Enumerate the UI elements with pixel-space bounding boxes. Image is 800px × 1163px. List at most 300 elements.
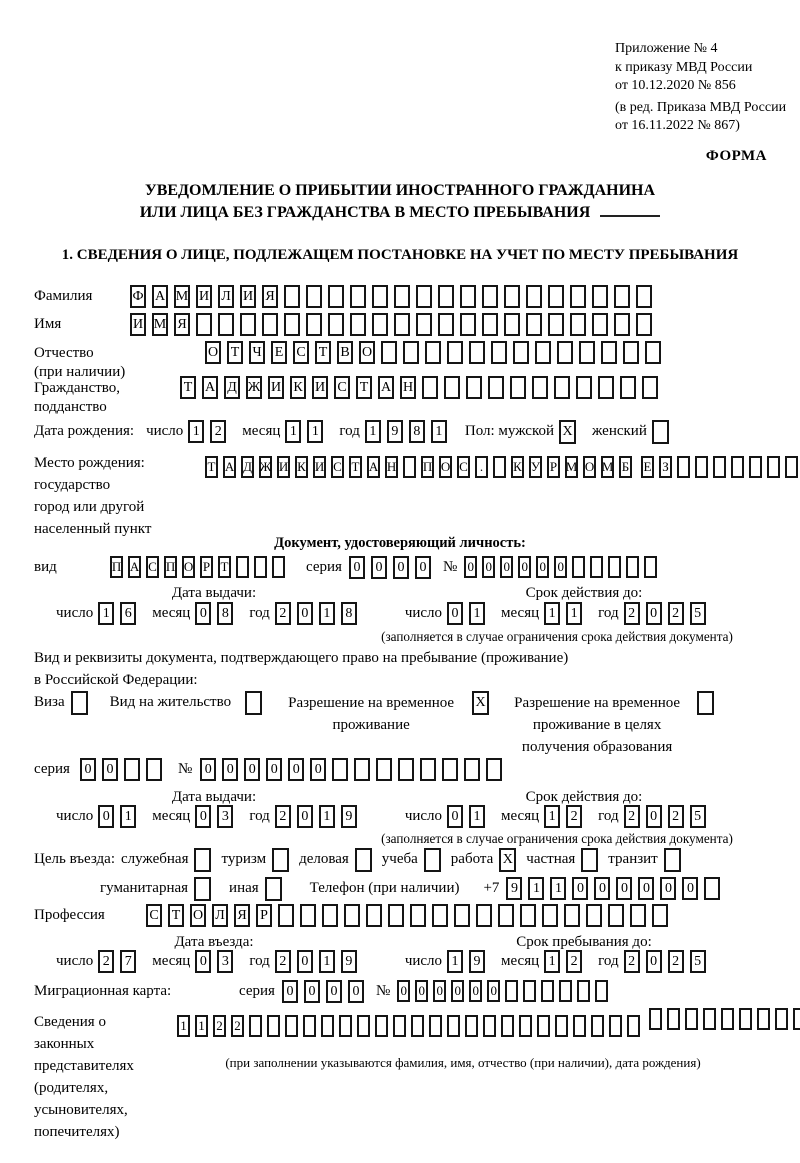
doc-kind-label: вид: [34, 559, 57, 575]
char-cell: 1: [469, 602, 485, 625]
form-title-line2-text: ИЛИ ЛИЦА БЕЗ ГРАЖДАНСТВА В МЕСТО ПРЕБЫВАНИЯ: [139, 204, 591, 221]
char-cell: [366, 904, 382, 927]
char-cell: 0: [393, 556, 409, 579]
char-cell: [332, 758, 348, 781]
purpose-row1: [34, 848, 681, 872]
iddoc-valid-month-cells: [544, 602, 588, 625]
char-cell: [425, 341, 441, 364]
migration-number-cells: [397, 980, 613, 1002]
temp-permit-label-line2: проживание: [332, 717, 410, 733]
resdoc-number-cells: [200, 758, 508, 781]
char-cell: [504, 285, 520, 308]
char-cell: [704, 877, 720, 900]
char-cell: [713, 456, 726, 478]
birthplace-cells: [205, 449, 800, 483]
iddoc-date-headers: [34, 585, 774, 602]
char-cell: Ф: [130, 285, 146, 308]
char-cell: [394, 313, 410, 336]
purpose-tourism-checkbox: [272, 848, 289, 872]
char-cell: 1: [544, 805, 560, 828]
day-label: число: [404, 605, 443, 621]
char-cell: [590, 556, 603, 578]
char-cell: 0: [554, 556, 567, 578]
char-cell: [519, 1015, 532, 1037]
char-cell: 2: [624, 950, 640, 973]
char-cell: Н: [400, 376, 416, 399]
char-cell: [775, 1008, 788, 1030]
char-cell: [614, 285, 630, 308]
char-cell: [375, 1015, 388, 1037]
forma-label: ФОРМА: [705, 148, 767, 164]
char-cell: [321, 1015, 334, 1037]
birthplace-row1-cells: [205, 456, 637, 478]
patronymic-label-line2: (при наличии): [34, 364, 126, 380]
char-cell: [579, 341, 595, 364]
char-cell: С: [334, 376, 350, 399]
char-cell: Р: [256, 904, 272, 927]
char-cell: 0: [266, 758, 282, 781]
resdoc-valid-year-cells: [624, 805, 712, 828]
char-cell: [592, 313, 608, 336]
sex-male-label: Пол: мужской: [464, 423, 555, 439]
char-cell: 1: [365, 420, 381, 443]
purpose-humanitarian-checkbox: [194, 877, 211, 901]
char-cell: 0: [415, 556, 431, 579]
entry-date-headers: [34, 934, 774, 951]
char-cell: [504, 313, 520, 336]
char-cell: 8: [217, 602, 233, 625]
char-cell: П: [110, 556, 123, 578]
char-cell: 9: [387, 420, 403, 443]
char-cell: 0: [487, 980, 500, 1002]
char-cell: 0: [646, 950, 662, 973]
char-cell: [438, 285, 454, 308]
resdoc-dates-row: [56, 805, 712, 828]
representatives-label-line2: законных: [34, 1036, 95, 1052]
char-cell: [537, 1015, 550, 1037]
char-cell: П: [421, 456, 434, 478]
char-cell: А: [223, 456, 236, 478]
char-cell: [513, 341, 529, 364]
char-cell: [482, 285, 498, 308]
char-cell: [344, 904, 360, 927]
char-cell: [306, 285, 322, 308]
char-cell: [535, 341, 551, 364]
char-cell: [284, 285, 300, 308]
char-cell: 1: [550, 877, 566, 900]
char-cell: [146, 758, 162, 781]
char-cell: [498, 904, 514, 927]
iddoc-dates-row: [56, 602, 712, 625]
patronymic-cells: [205, 341, 667, 364]
char-cell: 9: [341, 805, 357, 828]
char-cell: 0: [646, 602, 662, 625]
char-cell: [626, 556, 639, 578]
citizenship-cells: [180, 376, 664, 399]
stay-until-header: Срок пребывания до:: [516, 934, 652, 950]
firstname-cells: [130, 313, 658, 336]
char-cell: [548, 285, 564, 308]
annex-line-1: Приложение № 4: [615, 41, 718, 56]
representatives-row1-cells: [177, 1015, 645, 1037]
char-cell: К: [511, 456, 524, 478]
resdoc-series-cells: [80, 758, 168, 781]
char-cell: [620, 376, 636, 399]
char-cell: [460, 285, 476, 308]
char-cell: Я: [262, 285, 278, 308]
char-cell: [432, 904, 448, 927]
char-cell: А: [202, 376, 218, 399]
char-cell: К: [290, 376, 306, 399]
char-cell: С: [146, 556, 159, 578]
char-cell: [267, 1015, 280, 1037]
char-cell: [749, 456, 762, 478]
char-cell: [642, 376, 658, 399]
char-cell: [372, 313, 388, 336]
char-cell: 2: [275, 602, 291, 625]
char-cell: 6: [120, 602, 136, 625]
section1-heading: 1. СВЕДЕНИЯ О ЛИЦЕ, ПОДЛЕЖАЩЕМ ПОСТАНОВКЕ НА УЧЕТ ПО МЕСТУ ПРЕБЫВАНИЯ: [61, 247, 739, 263]
char-cell: [739, 1008, 752, 1030]
year-label: год: [249, 953, 270, 969]
annex-line-3: от 10.12.2020 № 856: [615, 78, 736, 93]
iddoc-issue-day-cells: [98, 602, 142, 625]
char-cell: 2: [210, 420, 226, 443]
char-cell: [573, 1015, 586, 1037]
char-cell: [429, 1015, 442, 1037]
purpose-private-checkbox: [581, 848, 598, 872]
char-cell: [501, 1015, 514, 1037]
char-cell: О: [205, 341, 221, 364]
day-label: число: [56, 808, 94, 824]
char-cell: [532, 376, 548, 399]
char-cell: Я: [174, 313, 190, 336]
char-cell: 0: [244, 758, 260, 781]
char-cell: О: [190, 904, 206, 927]
char-cell: 1: [447, 950, 463, 973]
patronymic-label-line1: Отчество: [34, 345, 94, 361]
char-cell: 2: [566, 805, 582, 828]
char-cell: [454, 904, 470, 927]
char-cell: 0: [310, 758, 326, 781]
char-cell: Т: [218, 556, 231, 578]
char-cell: [300, 904, 316, 927]
entry-year-cells: [275, 950, 363, 973]
form-title: [0, 180, 800, 224]
char-cell: В: [337, 341, 353, 364]
char-cell: [667, 1008, 680, 1030]
char-cell: 2: [668, 950, 684, 973]
char-cell: [393, 1015, 406, 1037]
char-cell: 2: [668, 805, 684, 828]
char-cell: С: [293, 341, 309, 364]
char-cell: 1: [528, 877, 544, 900]
purpose-private-label: частная: [526, 851, 576, 867]
representatives-cells: [177, 1008, 800, 1071]
char-cell: 1: [566, 602, 582, 625]
blank-underline: [600, 215, 660, 217]
phone-prefix: +7: [483, 880, 500, 896]
char-cell: И: [312, 376, 328, 399]
char-cell: Т: [315, 341, 331, 364]
char-cell: [601, 341, 617, 364]
char-cell: 1: [195, 1015, 208, 1037]
char-cell: [505, 980, 518, 1002]
char-cell: [488, 376, 504, 399]
char-cell: 8: [341, 602, 357, 625]
citizenship-label-line1: Гражданство,: [34, 380, 121, 396]
char-cell: 0: [326, 980, 342, 1003]
char-cell: [381, 341, 397, 364]
char-cell: [627, 1015, 640, 1037]
representatives-label-line6: попечителях): [34, 1124, 120, 1140]
char-cell: [644, 556, 657, 578]
edu-permit-label-line3: получения образования: [521, 739, 673, 755]
day-label: число: [56, 953, 94, 969]
char-cell: [442, 758, 458, 781]
char-cell: [254, 556, 267, 578]
birthplace-label: [34, 449, 205, 540]
resdoc-series-row: [34, 758, 508, 781]
char-cell: 0: [288, 758, 304, 781]
char-cell: [586, 904, 602, 927]
char-cell: 1: [544, 950, 560, 973]
char-cell: [577, 980, 590, 1002]
char-cell: О: [359, 341, 375, 364]
birth-month-cells: [285, 420, 329, 443]
series-label: серия: [306, 559, 342, 575]
char-cell: 1: [285, 420, 301, 443]
char-cell: О: [439, 456, 452, 478]
migration-series-cells: [282, 980, 370, 1003]
purpose-study-label: учеба: [381, 851, 418, 867]
resdoc-issue-year-cells: [275, 805, 363, 828]
doc-number-cells: [464, 556, 662, 578]
char-cell: 0: [447, 602, 463, 625]
char-cell: [548, 313, 564, 336]
resdoc-issue-day-cells: [98, 805, 142, 828]
char-cell: [482, 313, 498, 336]
char-cell: М: [601, 456, 614, 478]
char-cell: 0: [195, 602, 211, 625]
resdoc-options-row: [34, 691, 779, 758]
representatives-label-line1: Сведения о: [34, 1014, 106, 1030]
citizenship-row: [34, 376, 664, 417]
char-cell: [526, 313, 542, 336]
purpose-official-label: служебная: [120, 851, 189, 867]
char-cell: 0: [80, 758, 96, 781]
char-cell: 9: [341, 950, 357, 973]
char-cell: 2: [213, 1015, 226, 1037]
resdoc-valid-day-cells: [447, 805, 491, 828]
representatives-row2-cells: [649, 1008, 800, 1030]
citizenship-label: [34, 376, 180, 417]
char-cell: Е: [271, 341, 287, 364]
day-label: число: [404, 808, 443, 824]
char-cell: [403, 456, 416, 478]
char-cell: С: [457, 456, 470, 478]
char-cell: 1: [319, 602, 335, 625]
char-cell: [249, 1015, 262, 1037]
char-cell: 2: [275, 950, 291, 973]
char-cell: .: [475, 456, 488, 478]
char-cell: Р: [200, 556, 213, 578]
char-cell: 0: [415, 980, 428, 1002]
char-cell: [322, 904, 338, 927]
char-cell: 0: [297, 950, 313, 973]
char-cell: [124, 758, 140, 781]
year-label: год: [249, 605, 270, 621]
char-cell: [447, 1015, 460, 1037]
char-cell: У: [529, 456, 542, 478]
char-cell: П: [164, 556, 177, 578]
char-cell: [757, 1008, 770, 1030]
char-cell: 1: [319, 950, 335, 973]
month-label: месяц: [242, 423, 281, 439]
char-cell: 9: [469, 950, 485, 973]
entry-date-header: Дата въезда:: [174, 934, 254, 950]
day-label: число: [404, 953, 443, 969]
char-cell: 0: [500, 556, 513, 578]
citizenship-label-line2: подданство: [34, 399, 107, 415]
annex-line-2: к приказу МВД России: [615, 59, 753, 75]
char-cell: [572, 556, 585, 578]
char-cell: 0: [195, 950, 211, 973]
month-label: месяц: [152, 808, 191, 824]
char-cell: Д: [241, 456, 254, 478]
char-cell: 0: [518, 556, 531, 578]
char-cell: [677, 456, 690, 478]
char-cell: 1: [188, 420, 204, 443]
purpose-official-checkbox: [194, 848, 211, 872]
purpose-other-label: иная: [229, 880, 259, 896]
number-label: №: [442, 559, 458, 575]
char-cell: [649, 1008, 662, 1030]
char-cell: [793, 1008, 800, 1030]
char-cell: [645, 341, 661, 364]
char-cell: [526, 285, 542, 308]
edu-residence-permit-checkbox: [697, 691, 714, 715]
char-cell: О: [182, 556, 195, 578]
char-cell: Я: [234, 904, 250, 927]
char-cell: [542, 904, 558, 927]
char-cell: [394, 285, 410, 308]
migration-card-label: Миграционная карта:: [34, 983, 172, 999]
char-cell: [328, 285, 344, 308]
phone-label: Телефон (при наличии): [309, 880, 460, 896]
char-cell: [491, 341, 507, 364]
purpose-humanitarian-label: гуманитарная: [100, 880, 189, 896]
profession-row: [34, 904, 674, 927]
purpose-other-checkbox: [265, 877, 282, 901]
char-cell: 0: [297, 602, 313, 625]
number-label: №: [177, 761, 193, 777]
char-cell: 1: [469, 805, 485, 828]
char-cell: [695, 456, 708, 478]
resdoc-issue-month-cells: [195, 805, 239, 828]
firstname-row: [34, 313, 658, 336]
char-cell: 0: [200, 758, 216, 781]
char-cell: 1: [307, 420, 323, 443]
char-cell: 1: [98, 602, 114, 625]
valid-until-header: Срок действия до:: [525, 789, 643, 805]
char-cell: Т: [205, 456, 218, 478]
char-cell: 0: [98, 805, 114, 828]
birthdate-row: [34, 420, 669, 444]
char-cell: 2: [98, 950, 114, 973]
issue-date-header: Дата выдачи:: [171, 789, 257, 805]
char-cell: [403, 341, 419, 364]
char-cell: [262, 313, 278, 336]
char-cell: 0: [682, 877, 698, 900]
char-cell: [460, 313, 476, 336]
char-cell: [523, 980, 536, 1002]
char-cell: [555, 1015, 568, 1037]
char-cell: О: [583, 456, 596, 478]
char-cell: [609, 1015, 622, 1037]
birthplace-block: [34, 449, 800, 540]
char-cell: 0: [594, 877, 610, 900]
char-cell: С: [331, 456, 344, 478]
birth-day-cells: [188, 420, 232, 443]
sex-female-checkbox: [652, 420, 669, 444]
char-cell: А: [128, 556, 141, 578]
char-cell: [272, 556, 285, 578]
representatives-block: [34, 1008, 800, 1143]
char-cell: [559, 980, 572, 1002]
char-cell: [595, 980, 608, 1002]
char-cell: [592, 285, 608, 308]
temp-residence-permit-label: [280, 691, 462, 736]
char-cell: [476, 904, 492, 927]
stay-day-cells: [447, 950, 491, 973]
char-cell: 2: [231, 1015, 244, 1037]
month-label: месяц: [501, 953, 540, 969]
resdoc-date-headers: [34, 789, 774, 806]
char-cell: 9: [506, 877, 522, 900]
char-cell: 2: [624, 805, 640, 828]
iddoc-issue-year-cells: [275, 602, 363, 625]
purpose-tourism-label: туризм: [221, 851, 267, 867]
char-cell: [236, 556, 249, 578]
char-cell: [306, 313, 322, 336]
resdoc-valid-month-cells: [544, 805, 588, 828]
char-cell: [731, 456, 744, 478]
annex-reference: [615, 40, 786, 136]
resdoc-valid-note: (заполняется в случае ограничения срока действия документа): [381, 831, 733, 846]
char-cell: [598, 376, 614, 399]
purpose-work-checkbox: X: [499, 848, 516, 872]
purpose-row2: [100, 877, 726, 901]
form-title-line2: [0, 202, 800, 224]
char-cell: [196, 313, 212, 336]
profession-cells: [146, 904, 674, 927]
iddoc-issue-month-cells: [195, 602, 239, 625]
sex-female-label: женский: [592, 423, 647, 439]
char-cell: [570, 313, 586, 336]
char-cell: 0: [464, 556, 477, 578]
char-cell: А: [378, 376, 394, 399]
month-label: месяц: [501, 808, 540, 824]
char-cell: 0: [469, 980, 482, 1002]
residence-permit-checkbox: [245, 691, 262, 715]
char-cell: Ж: [246, 376, 262, 399]
char-cell: 1: [120, 805, 136, 828]
char-cell: 5: [690, 805, 706, 828]
char-cell: [240, 313, 256, 336]
char-cell: М: [565, 456, 578, 478]
char-cell: [541, 980, 554, 1002]
